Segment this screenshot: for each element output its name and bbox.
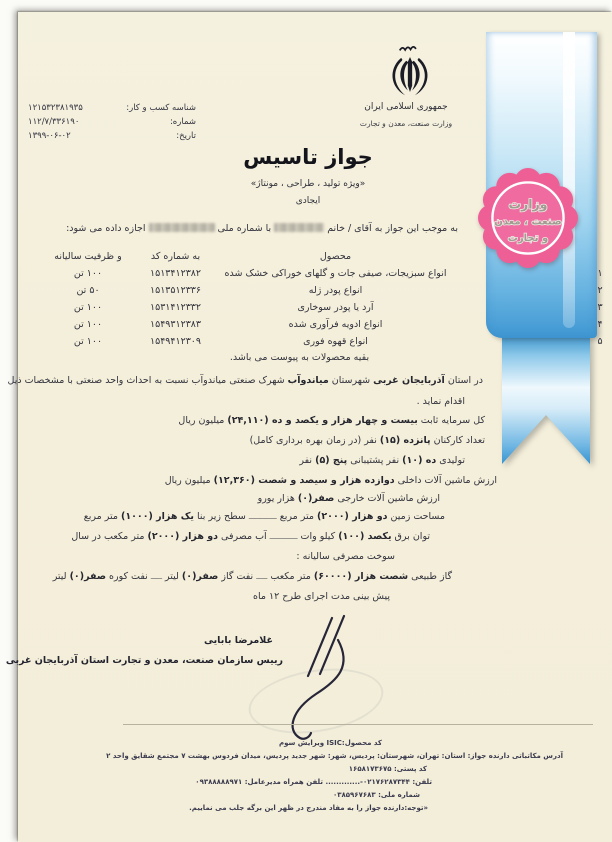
footer-phone: تلفن: ۰۲۱۷۶۲۸۷۳۴۴-............. تلفن همراه مدیرعامل: ۰۹۳۸۸۸۸۸۹۷۱ — [195, 778, 432, 786]
code-col-header: به شماره کد — [150, 251, 201, 262]
id-value: ۱۲۱۵۳۲۳۸۱۹۳۵ — [28, 103, 83, 113]
footer-notice: «توجه:دارنده جواز را به مفاد مندرج در ظهر این برگه جلب می نماییم. — [189, 804, 428, 812]
seal-line1: وزارت — [508, 196, 548, 212]
footer-postal-code: کد پستی: ۱۶۵۸۱۷۳۶۷۵ — [348, 765, 427, 773]
info-line-staff-split: تولیدی ده (۱۰) نفر پشتیبانی پنج (۵) نفر — [299, 455, 465, 466]
info-line-power-water: توان برق یکصد (۱۰۰) کیلو وات ــــــــــ آب مصرفی دو هزار (۲۰۰۰) متر مکعب در سال — [71, 531, 430, 542]
signature-scribble-icon — [276, 612, 376, 752]
signatory-title: رییس سازمان صنعت، معدن و تجارت استان آذربایجان غربی — [5, 655, 283, 666]
seal-line2: صنعت ، معدن — [494, 216, 562, 228]
signatory-name: غلامرضا بابایی — [204, 635, 273, 646]
license-subtitle: «ویژه تولید ، طراحی ، مونتاژ» — [250, 179, 366, 189]
product-row — [48, 333, 607, 350]
product-row-number: ۴ — [597, 319, 603, 330]
product-code: ۱۵۱۳۴۱۲۳۸۲ — [149, 268, 202, 279]
id-label: تاریخ: — [176, 131, 196, 141]
capacity-col-header: و ظرفیت سالیانه — [54, 251, 122, 262]
redacted-national-id — [149, 223, 215, 232]
product-capacity: ۱۰۰ تن — [73, 336, 103, 347]
info-line-duration: پیش بینی مدت اجرای طرح ۱۲ ماه — [252, 591, 390, 602]
footer-divider — [123, 724, 593, 725]
product-row — [48, 316, 607, 333]
product-code: ۱۵۴۹۴۱۲۳۰۹ — [149, 336, 202, 347]
footer-national-id: شماره ملی: ۰۳۸۵۹۶۷۶۸۳ — [332, 791, 420, 799]
product-capacity: ۵۰ تن — [76, 285, 100, 296]
seal-line3: و تجارت — [507, 233, 549, 245]
footer-product-code: کد محصول:ISIC ویرایش سوم — [278, 739, 382, 747]
scanned-license-page — [5, 12, 612, 842]
product-capacity: ۱۰۰ تن — [73, 302, 103, 313]
product-capacity: ۱۰۰ تن — [73, 319, 103, 330]
info-line-capital: کل سرمایه ثابت بیست و چهار هزار و یکصد و ده (۲۴,۱۱۰) میلیون ریال — [178, 415, 485, 426]
id-block — [28, 101, 196, 143]
product-capacity: ۱۰۰ تن — [73, 268, 103, 279]
product-code: ۱۵۴۹۳۱۲۳۸۳ — [149, 319, 202, 330]
product-row — [48, 299, 607, 316]
attachment-note: بقیه محصولات به پیوست می باشد. — [229, 352, 370, 363]
product-row — [48, 265, 607, 282]
product-rows — [48, 265, 607, 350]
id-label: شماره: — [169, 117, 196, 127]
location-line-2: اقدام نماید . — [416, 396, 465, 407]
country-name: جمهوری اسلامی ایران — [364, 102, 448, 112]
product-name: انواع ادویه فرآوری شده — [288, 319, 383, 330]
redacted-holder-name — [274, 223, 324, 232]
product-table — [48, 248, 607, 366]
id-row — [28, 115, 196, 129]
info-line-staff: تعداد کارکنان پانزده (۱۵) نفر (در زمان بهره برداری کامل) — [249, 435, 485, 446]
location-line: در استان آذربایجان غربی شهرستان میاندوآب شهرک صنعتی میاندوآب نسبت به احداث واحد صنعتی با مشخصات ذیل — [7, 375, 483, 386]
product-name: انواع پودر ژله — [308, 285, 363, 296]
ministry-name: وزارت صنعت، معدن و تجارت — [359, 119, 453, 128]
license-kind: ایجادی — [295, 196, 321, 206]
product-code: ۱۵۱۳۵۱۲۳۳۶ — [149, 285, 202, 296]
info-line-machinery-domestic: ارزش ماشین آلات داخلی دوازده هزار و سیصد و شصت (۱۲,۳۶۰) میلیون ریال — [164, 475, 497, 486]
product-table-header — [48, 248, 607, 265]
product-row-number: ۱ — [597, 268, 603, 279]
product-row-number: ۵ — [597, 336, 603, 347]
id-value: ۱۳۹۹-۰۶-۰۲ — [28, 131, 71, 141]
product-code: ۱۵۳۱۴۱۲۳۳۲ — [149, 302, 202, 313]
grant-line: به موجب این جواز به آقای / خانم با شماره ملی اجازه داده می شود: — [66, 223, 458, 234]
footer-address: آدرس مکاتباتی دارنده جواز: استان: تهران، شهرستان: پردیس، شهر: شهر جدید پردیس، میدان فردوس بهشت ۷ مجتمع شقایق واحد ۲ — [106, 752, 563, 760]
id-label: شناسه کسب و کار: — [126, 103, 196, 113]
license-title: جواز تاسیس — [243, 145, 373, 169]
product-row — [48, 282, 607, 299]
product-row-number: ۳ — [597, 302, 603, 313]
product-name: آرد یا پودر سوخاری — [297, 302, 374, 313]
id-row — [28, 129, 196, 143]
product-col-header: محصول — [319, 251, 352, 262]
info-line-machinery-foreign: ارزش ماشین آلات خارجی صفر(۰) هزار یورو — [257, 493, 440, 504]
product-name: انواع قهوه فوری — [303, 336, 368, 347]
info-line-fuel-values: گاز طبیعی شصت هزار (۶۰۰۰۰) متر مکعب ــــ نفت گاز صفر(۰) لیتر ــــ نفت کوره صفر(۰) لیتر — [52, 571, 452, 582]
id-value: ۱۱۲/۷/۳۳۶۱۹۰ — [28, 117, 80, 127]
id-row — [28, 101, 196, 115]
product-row-number: ۲ — [597, 285, 603, 296]
product-name: انواع سبزیجات، صیفی جات و گلهای خوراکی خشک شده — [224, 268, 447, 279]
info-line-land-area: مساحت زمین دو هزار (۲۰۰۰) متر مربع ــــــــــ سطح زیر بنا یک هزار (۱۰۰۰) متر مربع — [83, 511, 445, 522]
iran-emblem-icon — [365, 44, 455, 98]
info-line-fuel-header: سوخت مصرفی سالیانه : — [296, 551, 395, 562]
